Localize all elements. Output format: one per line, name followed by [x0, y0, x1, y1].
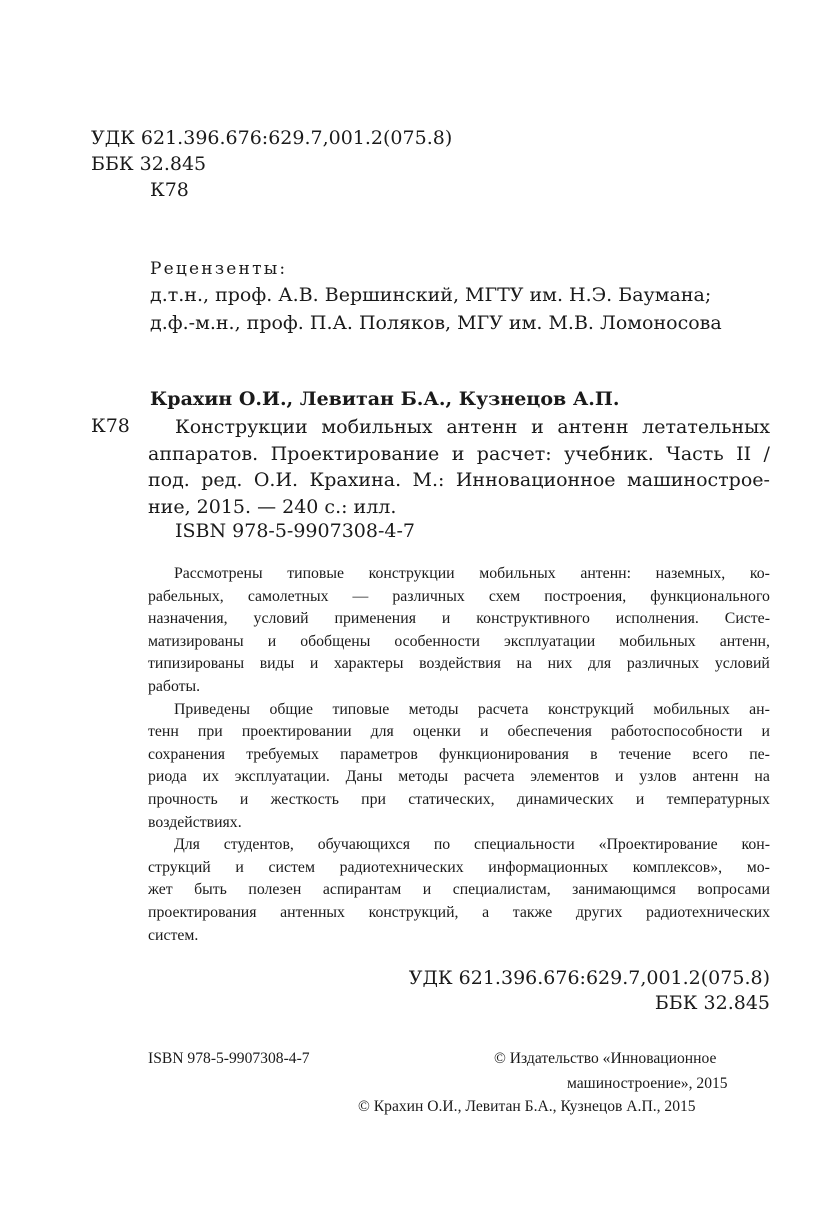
word: мобильных — [321, 416, 433, 438]
abstract-line — [148, 857, 770, 880]
bbk-code: ББК 32.845 — [91, 153, 207, 175]
abstract-paragraph — [148, 563, 770, 699]
word: и — [239, 790, 249, 808]
word: мобильных — [619, 632, 696, 650]
abstract-line: систем. — [148, 926, 199, 944]
word: Рассмотрены — [174, 565, 263, 582]
bibliographic-code: К78 — [91, 415, 130, 437]
word: О.И. — [253, 469, 299, 491]
word: и — [614, 768, 624, 786]
word: мобильных — [479, 565, 556, 582]
bib-line — [148, 441, 770, 468]
word: требуемых — [246, 745, 319, 763]
word: оценки — [412, 723, 461, 741]
word: обобщены — [300, 632, 371, 650]
word: проектирования — [148, 903, 257, 921]
word: занимающимся — [572, 881, 676, 899]
abstract-line — [148, 766, 770, 789]
word: и — [635, 790, 645, 808]
abstract-line — [148, 699, 770, 722]
bottom-classification — [409, 966, 770, 1016]
word: антенных — [280, 903, 345, 921]
word: методы — [408, 700, 459, 718]
abstract-line — [148, 563, 770, 586]
word: Проектирование — [270, 442, 440, 465]
word: элементов — [530, 768, 600, 786]
word: статических, — [408, 790, 495, 808]
word: эксплуатации — [504, 632, 596, 650]
word: конструкций — [547, 700, 634, 718]
copyright-authors: © Крахин О.И., Левитан Б.А., Кузнецов А.П., 2015 — [358, 1098, 696, 1115]
word: течение — [618, 745, 672, 763]
footer-isbn: ISBN 978-5-9907308-4-7 — [148, 1050, 310, 1067]
word: всего — [692, 745, 728, 763]
word: расчет: — [476, 442, 552, 465]
word: в — [590, 745, 598, 763]
abstract-line — [148, 834, 770, 857]
word: учебник. — [564, 442, 654, 465]
abstract-line: работы. — [148, 677, 201, 695]
author-mark: К78 — [150, 179, 189, 201]
word: общие — [269, 700, 314, 718]
abstract-line — [148, 653, 770, 676]
word: быть — [194, 881, 227, 899]
word: эксплуатации. — [234, 768, 330, 786]
bib-line — [148, 467, 770, 494]
abstract-paragraph — [148, 699, 770, 835]
word: кон- — [741, 836, 770, 854]
abstract-paragraph — [148, 834, 770, 947]
word: их — [202, 768, 219, 786]
word: также — [512, 903, 553, 921]
word: температурных — [666, 790, 770, 808]
word: проектировании — [241, 723, 352, 741]
reviewer-item: д.ф.-м.н., проф. П.А. Поляков, МГУ им. М.В. Ломоносова — [150, 312, 722, 334]
word: назначения, — [148, 610, 228, 628]
word: других — [575, 903, 623, 921]
word: расчета — [477, 700, 529, 718]
word: специальности — [474, 836, 575, 854]
word: информационных — [488, 858, 609, 876]
word: II — [736, 442, 752, 465]
word: самолетных — [247, 587, 329, 605]
word: функционирования — [439, 745, 569, 763]
word: обучающихся — [317, 836, 411, 854]
word: и — [479, 723, 489, 741]
word: радиотехнических — [339, 858, 464, 876]
word: воздействия — [419, 655, 501, 673]
abstract-line — [148, 631, 770, 654]
word: аспирантам — [322, 881, 402, 899]
word: на — [754, 768, 770, 786]
word: жет — [148, 881, 173, 899]
bottom-bbk: ББК 32.845 — [654, 992, 770, 1014]
word: различных — [626, 655, 700, 673]
word: Систе- — [724, 610, 770, 628]
word: конструкций, — [368, 903, 459, 921]
word: и — [451, 442, 465, 465]
word: антенн, — [719, 632, 770, 650]
word: риода — [148, 768, 187, 786]
word: исполнения. — [615, 610, 699, 628]
word: и — [531, 416, 544, 438]
word: обеспечения — [507, 723, 592, 741]
abstract-line — [148, 721, 770, 744]
word: наземных, — [655, 565, 726, 582]
abstract-line — [148, 586, 770, 609]
word: при — [361, 790, 386, 808]
word: систем — [268, 858, 315, 876]
word: параметров — [340, 745, 418, 763]
word: особенности — [394, 632, 480, 650]
word: на — [516, 655, 532, 673]
word: полезен — [248, 881, 302, 899]
word: М.: — [412, 469, 445, 491]
word: по — [433, 836, 451, 854]
word: летательных — [642, 416, 770, 438]
word: мобильных — [653, 700, 730, 718]
word: и — [267, 632, 277, 650]
abstract-line — [148, 879, 770, 902]
bib-line-text: ние, 2015. — 240 с.: илл. — [148, 495, 397, 518]
abstract-line — [148, 744, 770, 767]
word: функционального — [650, 587, 770, 605]
word: студентов, — [223, 836, 294, 854]
word: и — [309, 655, 319, 673]
word: конструкции — [368, 565, 455, 582]
word: и — [761, 723, 770, 741]
word: конструктивного — [476, 610, 590, 628]
word: типовые — [287, 565, 345, 582]
word: антенн — [692, 768, 739, 786]
word: виды — [259, 655, 295, 673]
bibliographic-description — [148, 414, 770, 520]
copyright-publisher-line1: © Издательство «Инновационное — [494, 1050, 717, 1067]
bib-line — [148, 494, 770, 521]
word: Даны — [345, 768, 383, 786]
word: радиотехнических — [645, 903, 770, 921]
word: Инновационное — [455, 469, 616, 491]
word: Крахина. — [309, 469, 402, 491]
reviewer-item: д.т.н., проф. А.В. Вершинский, МГТУ им. Н.Э. Баумана; — [150, 284, 712, 306]
udk-code: УДК 621.396.676:629.7,001.2(075.8) — [91, 127, 453, 149]
word: и — [422, 881, 432, 899]
word: и — [235, 858, 244, 876]
word: сохранения — [148, 745, 225, 763]
word: различных — [392, 587, 465, 605]
word: при — [197, 723, 223, 741]
word: ред. — [201, 469, 243, 491]
word: для — [370, 723, 394, 741]
word: характеры — [333, 655, 404, 673]
bottom-udk: УДК 621.396.676:629.7,001.2(075.8) — [408, 967, 770, 989]
word: комплексов», — [632, 858, 723, 876]
word: типизированы — [148, 655, 245, 673]
word: «Проектирование — [598, 836, 718, 854]
abstract-line: воздействиях. — [148, 813, 242, 831]
word: а — [482, 903, 490, 921]
word: условий — [714, 655, 770, 673]
abstract-line — [148, 608, 770, 631]
word: — — [352, 587, 369, 605]
word: вопросами — [697, 881, 770, 899]
word: условий — [253, 610, 309, 628]
copyright-publisher-line2: машиностроение», 2015 — [567, 1075, 728, 1092]
word: рабельных, — [148, 587, 224, 605]
abstract-line — [148, 789, 770, 812]
word: схем — [488, 587, 521, 605]
word: динамических — [516, 790, 614, 808]
abstract — [148, 563, 770, 947]
word: для — [588, 655, 612, 673]
abstract-line — [148, 902, 770, 925]
reviewers-label: Рецензенты: — [150, 259, 288, 279]
word: мо- — [746, 858, 770, 876]
word: специалистам, — [452, 881, 551, 899]
word: и — [441, 610, 451, 628]
bib-line — [148, 414, 770, 441]
word: Часть — [666, 442, 724, 465]
word: антенн: — [580, 565, 631, 582]
word: ко- — [749, 565, 770, 582]
word: Для — [174, 836, 200, 854]
word: ан- — [749, 700, 770, 718]
word: / — [763, 442, 770, 465]
word: матизированы — [148, 632, 244, 650]
word: пе- — [749, 745, 770, 763]
word: узлов — [639, 768, 677, 786]
word: Приведены — [174, 700, 251, 718]
word: Конструкции — [175, 416, 308, 438]
word: них — [547, 655, 573, 673]
isbn: ISBN 978-5-9907308-4-7 — [175, 520, 415, 542]
word: работоспособности — [610, 723, 743, 741]
word: построения, — [544, 587, 627, 605]
word: жесткость — [270, 790, 339, 808]
word: антенн — [557, 416, 629, 438]
word: под. — [148, 469, 190, 491]
word: тенн — [148, 723, 179, 741]
word: применения — [334, 610, 416, 628]
word: аппаратов. — [148, 442, 259, 465]
word: прочность — [148, 790, 218, 808]
word: типовые — [332, 700, 390, 718]
authors-heading: Крахин О.И., Левитан Б.А., Кузнецов А.П. — [150, 388, 620, 410]
word: расчета — [463, 768, 515, 786]
word: машинострое- — [626, 469, 770, 491]
word: методы — [398, 768, 449, 786]
word: антенн — [446, 416, 518, 438]
word: струкций — [148, 858, 211, 876]
